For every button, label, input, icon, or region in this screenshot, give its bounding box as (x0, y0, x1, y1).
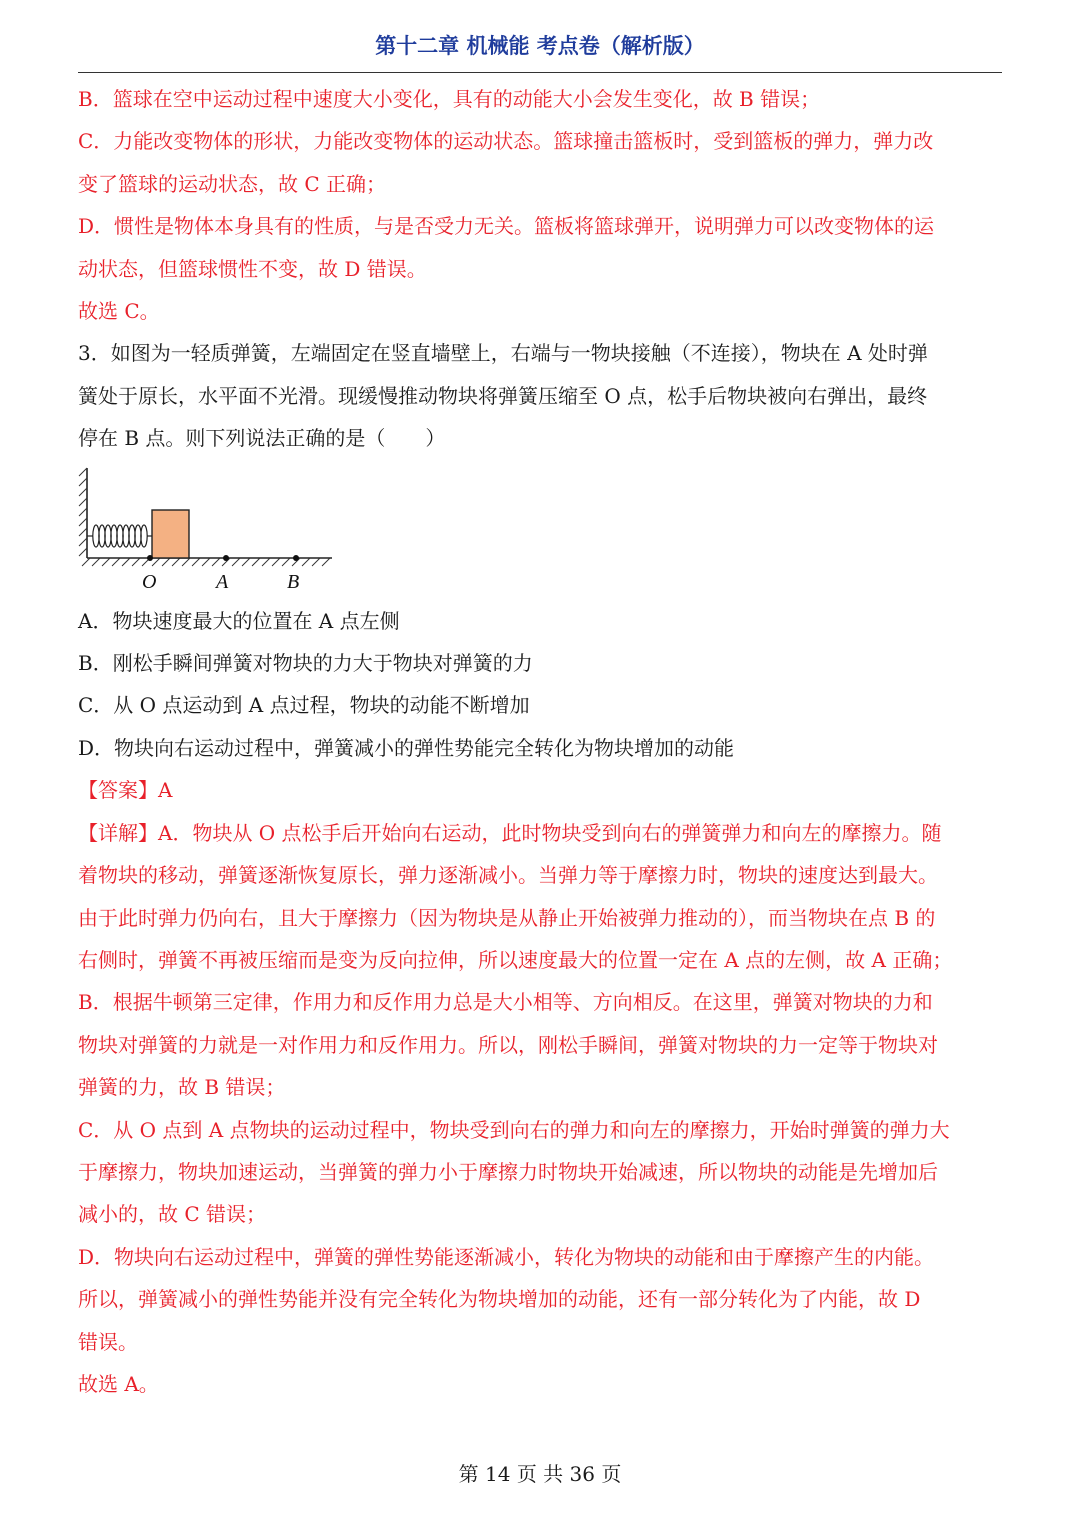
point-a (223, 555, 229, 561)
prev-explanation-c-line2: 变了篮球的运动状态，故 C 正确； (78, 171, 387, 196)
option-c: C．从 O 点运动到 A 点过程，物块的动能不断增加 (78, 693, 530, 718)
header-divider (78, 72, 1002, 73)
spring-coil (87, 525, 152, 547)
detail-line: 于摩擦力，物块加速运动，当弹簧的弹力小于摩擦力时物块开始减速，所以物块的动能是先增加后 (78, 1159, 938, 1184)
page-content (78, 78, 1004, 1405)
point-b (293, 555, 299, 561)
spring-block-figure (78, 466, 1004, 594)
detail-line: 物块对弹簧的力就是一对作用力和反作用力。所以，刚松手瞬间，弹簧对物块的力一定等于物块对 (78, 1032, 938, 1057)
detail-line: B．根据牛顿第三定律，作用力和反作用力总是大小相等、方向相反。在这里，弹簧对物块的力和 (78, 990, 933, 1015)
ground-hatching (82, 558, 330, 566)
detail-line: D．物块向右运动过程中，弹簧的弹性势能逐渐减小，转化为物块的动能和由于摩擦产生的内能。 (78, 1244, 935, 1269)
detail-line: 减小的，故 C 错误； (78, 1202, 267, 1227)
detail-line: C．从 O 点到 A 点物块的运动过程中，物块受到向右的弹力和向左的摩擦力，开始时弹簧的弹力大 (78, 1117, 950, 1142)
prev-conclusion: 故选 C。 (78, 299, 160, 324)
option-a: A．物块速度最大的位置在 A 点左侧 (78, 608, 400, 633)
answer-line: 【答案】A (78, 778, 173, 803)
option-d: D．物块向右运动过程中，弹簧减小的弹性势能完全转化为物块增加的动能 (78, 735, 735, 760)
wall-hatching (79, 468, 87, 556)
question-line-1: 3．如图为一轻质弹簧，左端固定在竖直墙壁上，右端与一物块接触（不连接），物块在 A 处时弹 (78, 341, 928, 366)
detail-line: 着物块的移动，弹簧逐渐恢复原长，弹力逐渐减小。当弹力等于摩擦力时，物块的速度达到最大。 (78, 863, 938, 888)
question-line-3: 停在 B 点。则下列说法正确的是（ ） (78, 426, 446, 451)
detail-line: 右侧时，弹簧不再被压缩而是变为反向拉伸，所以速度最大的位置一定在 A 点的左侧，故 A 正确； (78, 947, 953, 972)
prev-explanation-c-line1: C．力能改变物体的形状，力能改变物体的运动状态。篮球撞击篮板时，受到篮板的弹力，弹力改 (78, 129, 934, 154)
detail-conclusion: 故选 A。 (78, 1371, 159, 1396)
label-a: A (216, 570, 229, 593)
question-line-2: 簧处于原长，水平面不光滑。现缓慢推动物块将弹簧压缩至 O 点，松手后物块被向右弹出，最终 (78, 383, 928, 408)
prev-explanation-d-line2: 动状态，但篮球惯性不变，故 D 错误。 (78, 256, 427, 281)
detail-line: 所以，弹簧减小的弹性势能并没有完全转化为物块增加的动能，还有一部分转化为了内能，故 D (78, 1287, 921, 1312)
page-number-footer: 第 14 页 共 36 页 (458, 1462, 622, 1486)
option-b: B．刚松手瞬间弹簧对物块的力大于物块对弹簧的力 (78, 651, 533, 676)
detail-line: 错误。 (78, 1329, 138, 1354)
page-header-title: 第十二章 机械能 考点卷（解析版） (375, 33, 705, 58)
spring-diagram (78, 466, 338, 594)
prev-explanation-b: B．篮球在空中运动过程中速度大小变化，具有的动能大小会发生变化，故 B 错误； (78, 87, 821, 111)
detail-line: 【详解】A．物块从 O 点松手后开始向右运动，此时物块受到向右的弹簧弹力和向左的摩擦力。随 (78, 820, 942, 845)
label-b: B (287, 570, 300, 593)
detail-line: 弹簧的力，故 B 错误； (78, 1075, 286, 1100)
point-o (147, 555, 153, 561)
detail-line: 由于此时弹力仍向右，且大于摩擦力（因为物块是从静止开始被弹力推动的），而当物块在点 B 的 (78, 905, 936, 930)
label-o: O (142, 570, 157, 593)
block (152, 510, 189, 558)
prev-explanation-d-line1: D．惯性是物体本身具有的性质，与是否受力无关。篮板将篮球弹开，说明弹力可以改变物体的运 (78, 214, 935, 239)
